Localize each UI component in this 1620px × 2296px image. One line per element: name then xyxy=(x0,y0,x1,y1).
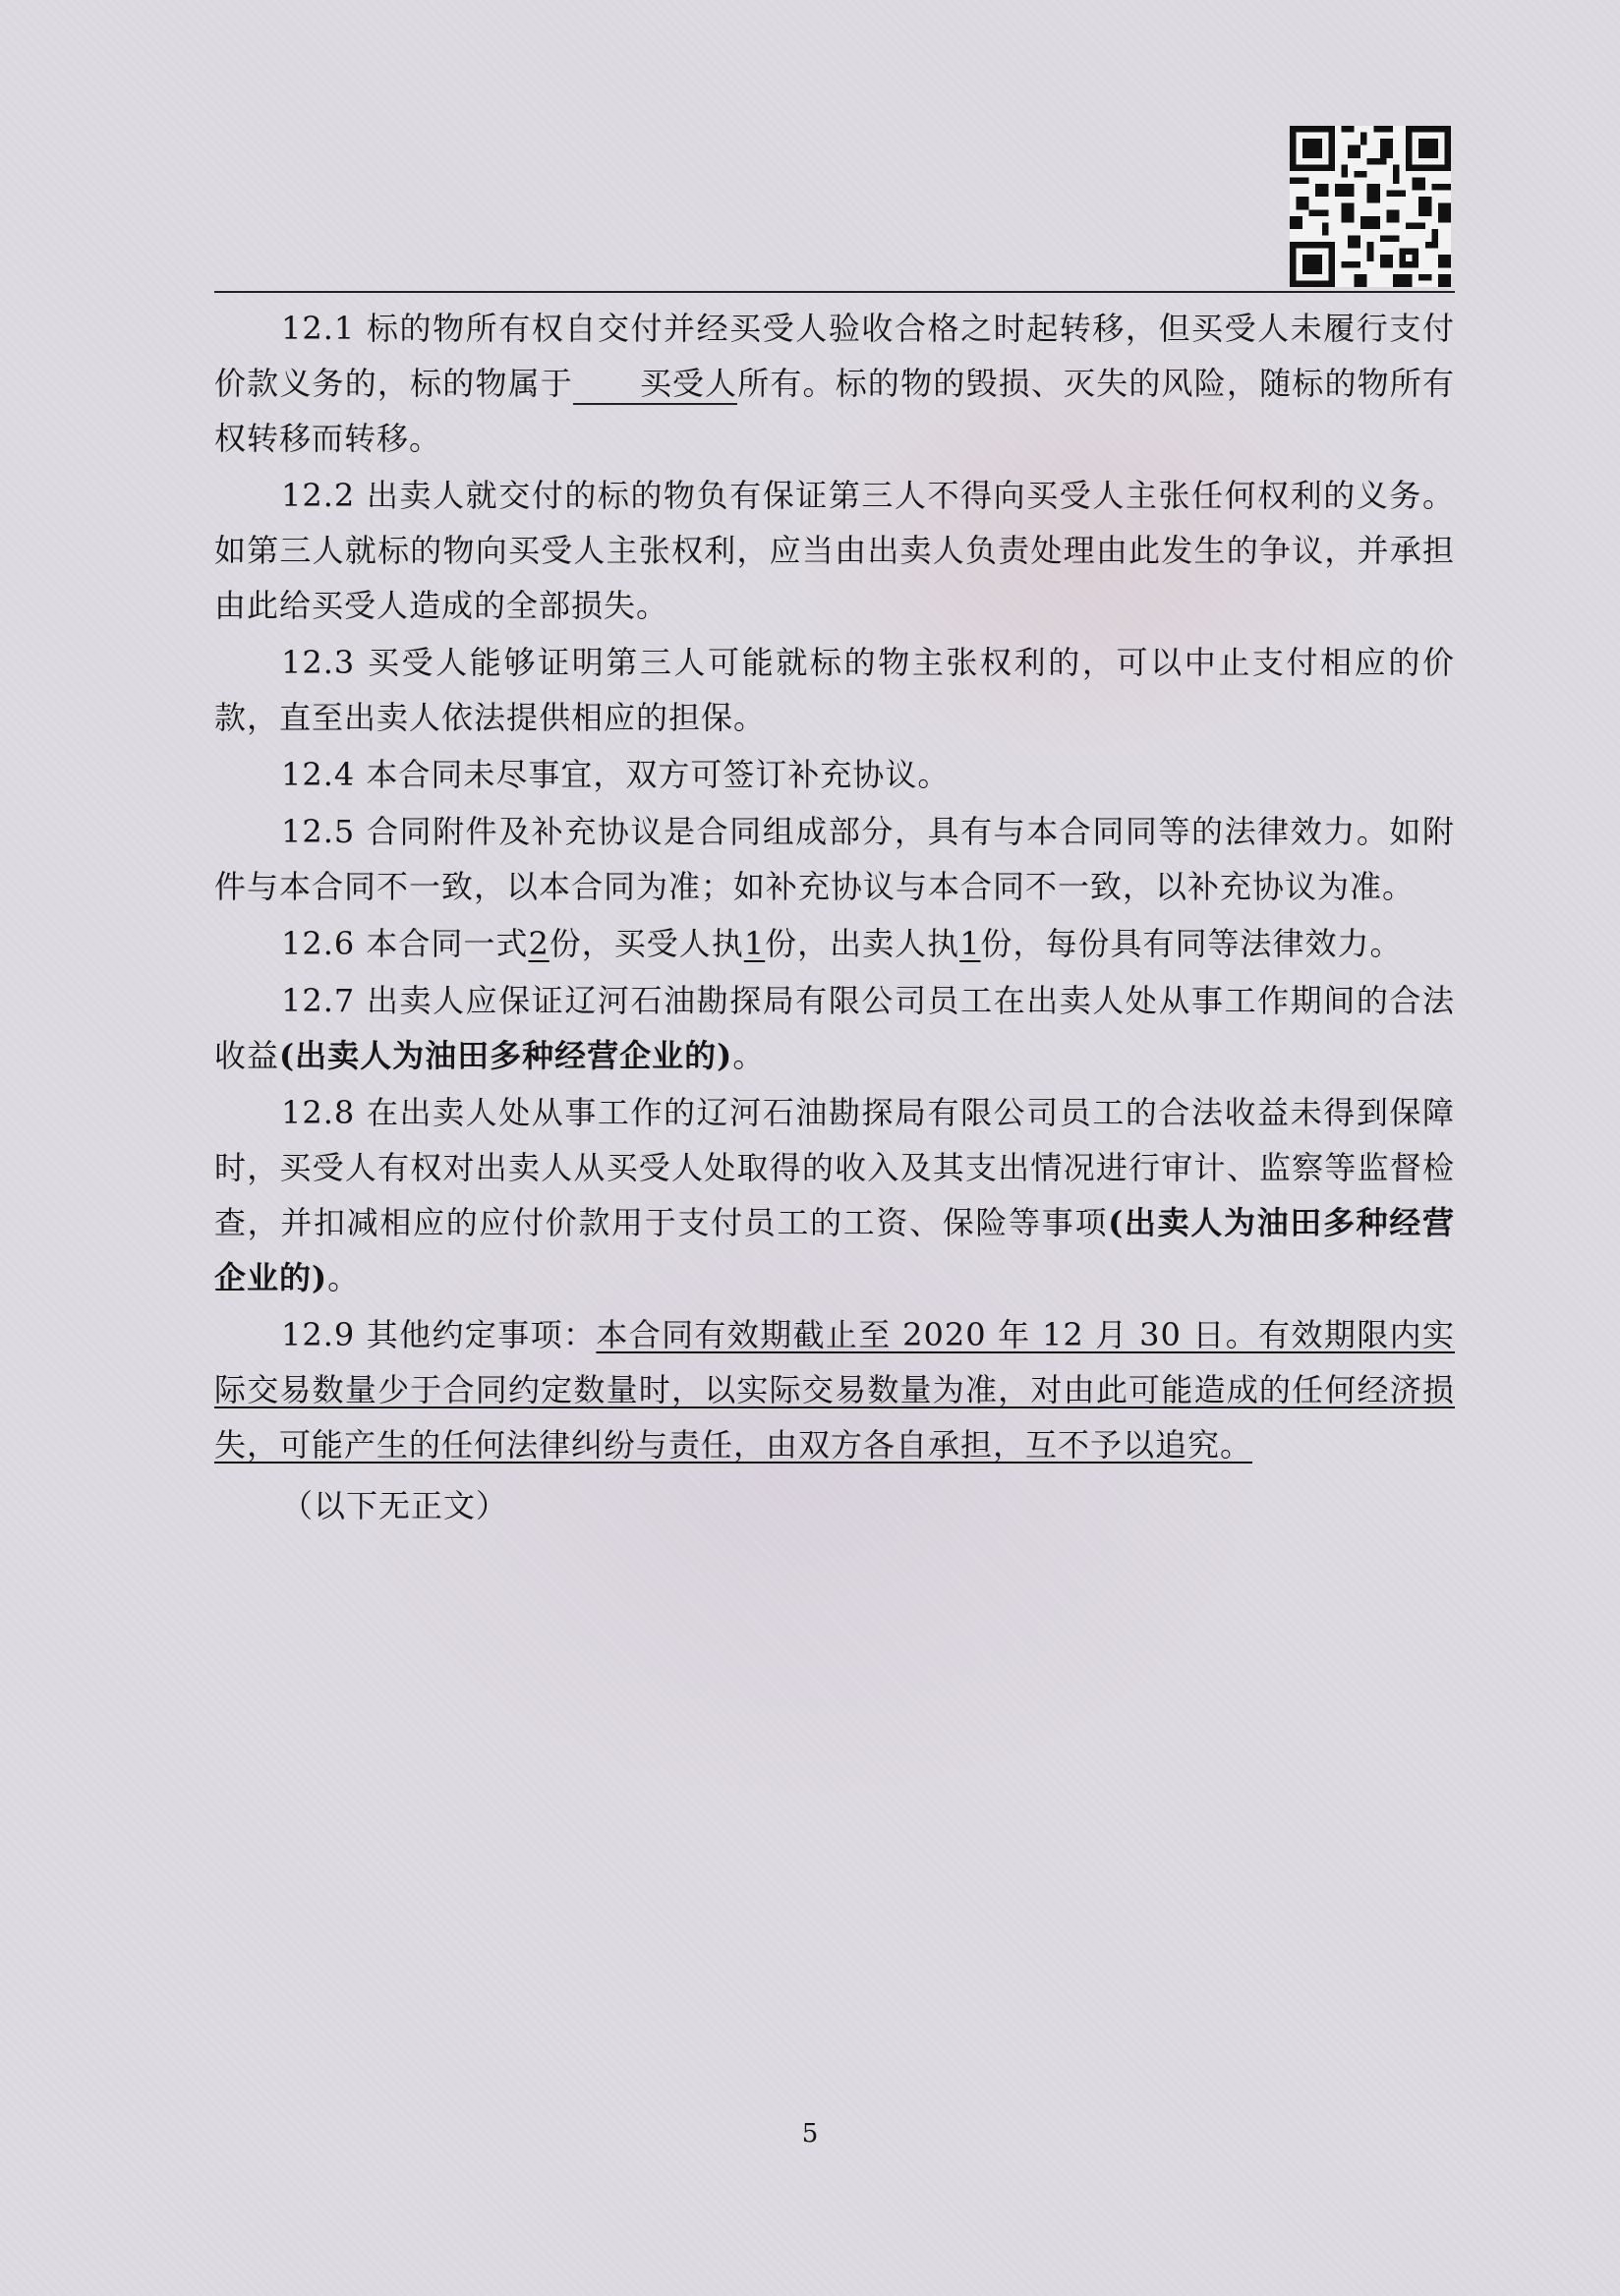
copies-total: 2 xyxy=(528,925,550,962)
copies-buyer: 1 xyxy=(743,925,766,962)
clause-12-9: 12.9 其他约定事项：本合同有效期截止至 2020 年 12 月 30 日。有效期限内实际交易数量少于合同约定数量时，以实际交易数量为准，对由此可能造成的任何经济损失，可能产生的任何法律纠纷与责任，由双方各自承担，互不予以追究。 xyxy=(214,1316,1455,1464)
clause-12-7-condition: (出卖人为油田多种经营企业的) xyxy=(279,1037,733,1074)
clause-12-9-terms: 本合同有效期截止至 2020 年 12 月 30 日。有效期限内实际交易数量少于合同约定数量时，以实际交易数量为准，对由此可能造成的任何经济损失，可能产生的任何法律纠纷与责任，由双方各自承担，互不予以追究。 xyxy=(214,1316,1455,1464)
header-rule xyxy=(214,291,1455,293)
end-note: （以下无正文） xyxy=(281,1487,509,1524)
clause-12-4: 12.4 本合同未尽事宜，双方可签订补充协议。 xyxy=(281,756,951,793)
clause-12-7: 12.7 出卖人应保证辽河石油勘探局有限公司员工在出卖人处从事工作期间的合法收益(出卖人为油田多种经营企业的)。 xyxy=(214,982,1455,1074)
qr-code-icon xyxy=(1288,126,1453,287)
clause-12-2: 12.2 出卖人就交付的标的物负有保证第三人不得向买受人主张任何权利的义务。如第三人就标的物向买受人主张权利，应当由出卖人负责处理由此发生的争议，并承担由此给买受人造成的全部损失。 xyxy=(214,477,1455,624)
copies-seller: 1 xyxy=(959,925,981,962)
ownership-fill-field: 买受人 xyxy=(573,364,737,405)
clause-12-1: 12.1 标的物所有权自交付并经买受人验收合格之时起转移，但买受人未履行支付价款义务的，标的物属于 买受人所有。标的物的毁损、灭失的风险，随标的物所有权转移而转移。 xyxy=(214,310,1455,457)
clause-12-8-condition: (出卖人为油田多种经营企业的) xyxy=(214,1204,1455,1296)
clause-12-6: 12.6 本合同一式2份，买受人执1份，出卖人执1份，每份具有同等法律效力。 xyxy=(281,925,1403,962)
page-number: 5 xyxy=(801,2119,819,2149)
clause-12-8: 12.8 在出卖人处从事工作的辽河石油勘探局有限公司员工的合法收益未得到保障时，买受人有权对出卖人从买受人处取得的收入及其支出情况进行审计、监察等监督检查，并扣减相应的应付价款用于支付员工的工资、保险等事项(出卖人为油田多种经营企业的)。 xyxy=(214,1094,1455,1296)
contract-body xyxy=(214,301,1455,1535)
clause-12-3: 12.3 买受人能够证明第三人可能就标的物主张权利的，可以中止支付相应的价款，直至出卖人依法提供相应的担保。 xyxy=(214,644,1455,736)
clause-12-5: 12.5 合同附件及补充协议是合同组成部分，具有与本合同同等的法律效力。如附件与本合同不一致，以本合同为准；如补充协议与本合同不一致，以补充协议为准。 xyxy=(214,813,1455,905)
